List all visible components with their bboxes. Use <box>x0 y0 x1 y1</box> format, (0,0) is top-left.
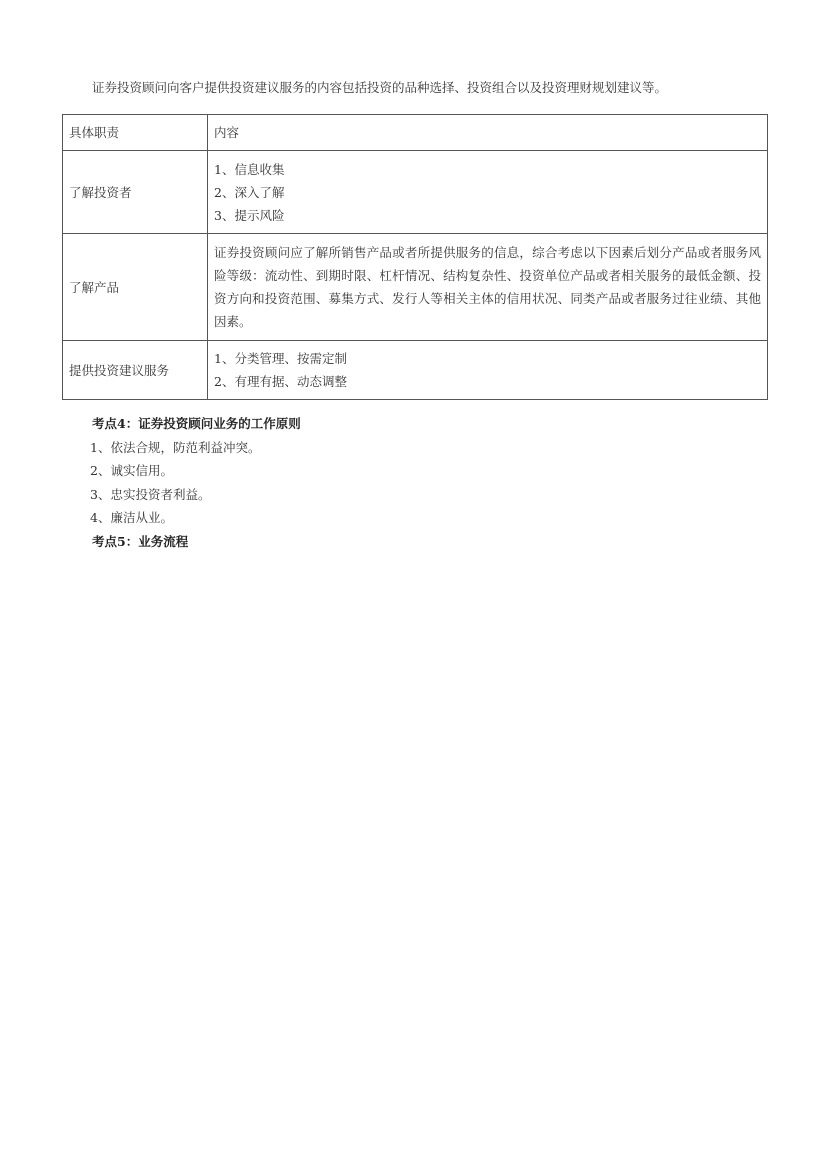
content-line: 2、有理有据、动态调整 <box>214 374 347 389</box>
content-cell <box>208 341 768 400</box>
content-line: 2、深入了解 <box>214 184 285 200</box>
duties-table <box>62 114 768 400</box>
point5-heading: 考点5：业务流程 <box>92 533 189 549</box>
document-page <box>62 78 768 553</box>
table-header-duty: 具体职责 <box>63 115 208 151</box>
point4-heading: 考点4：证券投资顾问业务的工作原则 <box>92 416 301 431</box>
table-header-content: 内容 <box>208 115 768 151</box>
list-item: 2、诚实信用。 <box>90 463 173 478</box>
content-line: 1、分类管理、按需定制 <box>214 351 347 366</box>
content-cell <box>208 151 768 234</box>
table-header-row <box>63 115 768 151</box>
list-item: 1、依法合规，防范利益冲突。 <box>90 439 261 455</box>
list-item: 3、忠实投资者利益。 <box>90 486 211 502</box>
table-row <box>63 234 768 341</box>
duty-cell: 了解产品 <box>63 234 208 341</box>
content-cell <box>208 234 768 341</box>
duty-cell: 提供投资建议服务 <box>63 341 208 400</box>
table-row <box>63 341 768 400</box>
table-row <box>63 151 768 234</box>
content-line: 3、提示风险 <box>214 207 285 223</box>
content-line: 1、信息收集 <box>214 161 285 177</box>
intro-paragraph: 证券投资顾问向客户提供投资建议服务的内容包括投资的品种选择、投资组合以及投资理财规划建议等。 <box>92 80 668 95</box>
list-item: 4、廉洁从业。 <box>90 510 173 525</box>
duty-cell: 了解投资者 <box>63 151 208 234</box>
content-paragraph: 证券投资顾问应了解所销售产品或者所提供服务的信息，综合考虑以下因素后划分产品或者服务风险等级：流动性、到期时限、杠杆情况、结构复杂性、投资单位产品或者相关服务的最低金额、投资方向和投资范围、募集方式、发行人等相关主体的信用状况、同类产品或者服务过往业绩、其他因素。 <box>214 245 761 329</box>
point4-section <box>62 412 768 553</box>
